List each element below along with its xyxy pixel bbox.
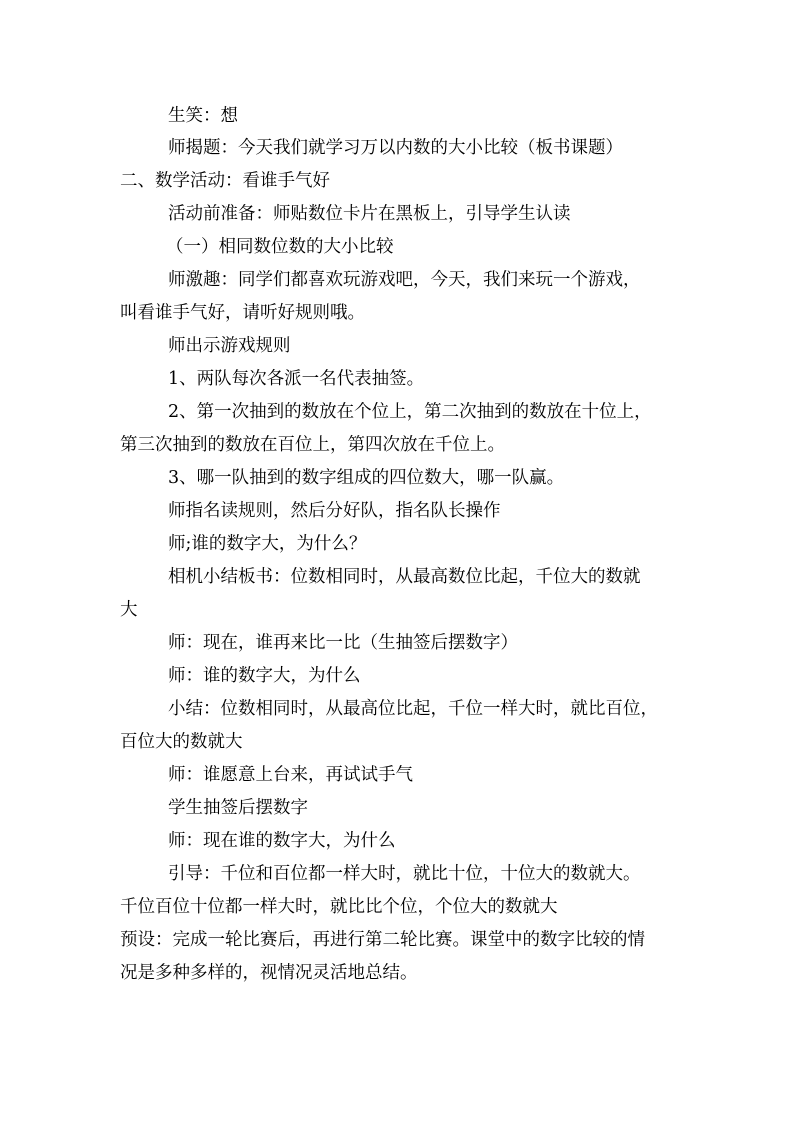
rule-item-2-cont: 第三次抽到的数放在百位上，第四次放在千位上。 (120, 435, 505, 455)
text-line-6: 师激趣：同学们都喜欢玩游戏吧，今天，我们来玩一个游戏， (168, 270, 641, 290)
text-line-16: 大 (120, 600, 138, 620)
text-line-14: 师;谁的数字大，为什么？ (168, 534, 367, 554)
text-line-24: 引导：千位和百位都一样大时，就比十位，十位大的数就大。 (168, 864, 641, 884)
text-line-18: 师：谁的数字大，为什么 (168, 666, 361, 686)
text-line-7: 叫看谁手气好，请听好规则哦。 (120, 303, 365, 323)
text-line-22: 学生抽签后摆数字 (168, 798, 308, 818)
text-line-8: 师出示游戏规则 (168, 336, 291, 356)
section-heading: 二、数学活动：看谁手气好 (120, 171, 330, 191)
text-line-26: 预设：完成一轮比赛后，再进行第二轮比赛。课堂中的数字比较的情 (120, 930, 645, 950)
text-line-25: 千位百位十位都一样大时，就比比个位，个位大的数就大 (120, 897, 558, 917)
text-line-2: 师揭题：今天我们就学习万以内数的大小比较（板书课题） (168, 138, 623, 158)
subsection-heading: （一）相同数位数的大小比较 (166, 237, 394, 257)
rule-item-2: 2、第一次抽到的数放在个位上，第二次抽到的数放在十位上， (168, 402, 652, 422)
text-line-13: 师指名读规则，然后分好队，指名队长操作 (168, 501, 501, 521)
text-line-21: 师：谁愿意上台来，再试试手气 (168, 765, 413, 785)
text-line-23: 师：现在谁的数字大，为什么 (168, 831, 396, 851)
rule-item-1: 1、两队每次各派一名代表抽签。 (168, 369, 425, 389)
text-line-20: 百位大的数就大 (120, 732, 243, 752)
text-line-19: 小结：位数相同时，从最高位比起，千位一样大时，就比百位， (168, 699, 658, 719)
text-line-27: 况是多种多样的，视情况灵活地总结。 (120, 963, 418, 983)
rule-item-3: 3、哪一队抽到的数字组成的四位数大，哪一队赢。 (168, 468, 565, 488)
text-line-1: 生笑：想 (168, 106, 238, 126)
text-line-4: 活动前准备：师贴数位卡片在黑板上，引导学生认读 (168, 204, 571, 224)
text-line-17: 师：现在，谁再来比一比（生抽签后摆数字） (168, 633, 518, 653)
text-line-15: 相机小结板书：位数相同时，从最高数位比起，千位大的数就 (168, 567, 641, 587)
